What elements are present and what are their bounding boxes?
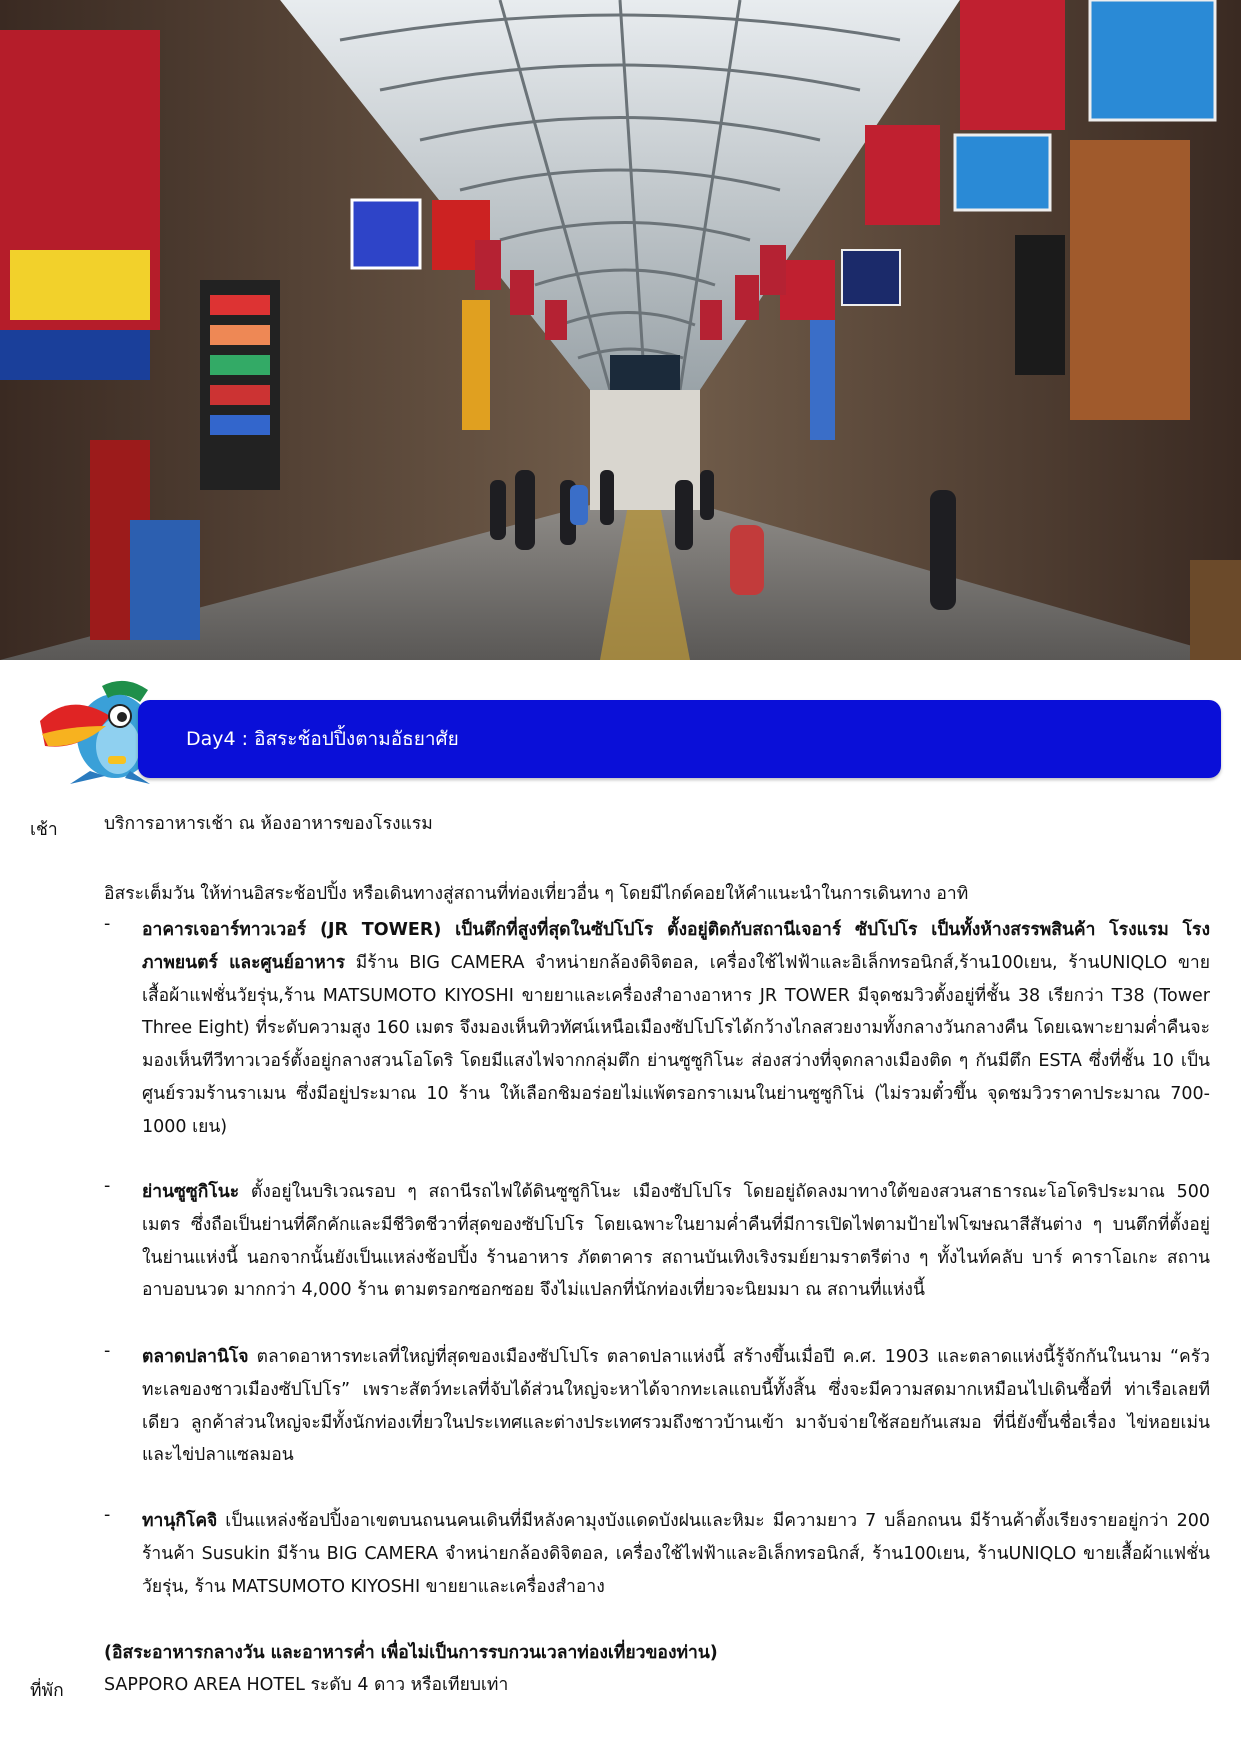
list-item (142, 1341, 1210, 1472)
day-banner (138, 700, 1221, 778)
bullet-dash: - (104, 1341, 111, 1361)
list-item (142, 1505, 1210, 1603)
meals-note: (อิสระอาหารกลางวัน และอาหารค่ำ เพื่อไม่เป็นการรบกวนเวลาท่องเที่ยวของท่าน) (104, 1643, 718, 1663)
list-item-text: มีร้าน BIG CAMERA จำหน่ายกล้องดิจิตอล, เครื่องใช้ไฟฟ้าและอิเล็กทรอนิกส์,ร้าน100เยน, ร้านUNIQLO ขายเสื้อผ้าแฟชั่นวัยรุ่น,ร้าน MATSUMOTO KIYOSHI ขายยาและเครื่องสำอางอาหาร JR TOWER มีจุดชมวิวตั้งอยู่ที่ชั้น 38 เรียกว่า T38 (Tower Three Eight) ที่ระดับความสูง 160 เมตร จึงมองเห็นทิวทัศน์เหนือเมืองซัปโปโรได้กว้างไกลสวยงามทั้งกลางวันกลางคืน โดยเฉพาะยามค่ำคืนจะมองเห็นทีวีทาวเวอร์ตั้งอยู่กลางสวนโอโดริ โดยมีแสงไฟจากกลุ่มตึก ย่านซูซูกิโนะ ส่องสว่างที่จุดกลางเมืองติด ๆ กันมีตึก ESTA ซึ่งที่ชั้น 10 เป็นศูนย์รวมร้านราเมน ซึ่งมีอยู่ประมาณ 10 ร้าน ให้เลือกชิมอร่อยไม่แพ้ตรอกราเมนในย่านซูซูกิโน่ (ไม่รวมตั๋วขึ้น จุดชมวิวราคาประมาณ 700-1000 เยน) (142, 952, 1210, 1137)
list-item-title: ทานุกิโคจิ (142, 1511, 218, 1531)
list-item-text: เป็นแหล่งช้อปปิ้งอาเขตบนถนนคนเดินที่มีหลังคามุงบังแดดบังฝนและหิมะ มีความยาว 7 บล็อกถนน มีร้านค้าตั้งเรียงรายอยู่กว่า 200 ร้านค้า Susukin มีร้าน BIG CAMERA จำหน่ายกล้องดิจิตอล, เครื่องใช้ไฟฟ้าและอิเล็กทรอนิกส์, ร้าน100เยน, ร้านUNIQLO ขายเสื้อผ้าแฟชั่นวัยรุ่น, ร้าน MATSUMOTO KIYOSHI ขายยาและเครื่องสำอาง (142, 1511, 1210, 1597)
hero-photo (0, 0, 1241, 660)
bullet-dash: - (104, 1505, 111, 1525)
bullet-dash: - (104, 1176, 111, 1196)
list-item-title: ย่านซูซูกิโนะ (142, 1182, 240, 1202)
breakfast-label: เช้า (30, 820, 58, 840)
hotel-label: ที่พัก (30, 1681, 64, 1701)
list-item-text: ตั้งอยู่ในบริเวณรอบ ๆ สถานีรถไฟใต้ดินซูซูกิโนะ เมืองซัปโปโร โดยอยู่ถัดลงมาทางใต้ของสวนสาธารณะโอโดริประมาณ 500 เมตร ซึ่งถือเป็นย่านที่คึกคักและมีชีวิตชีวาที่สุดของซัปโปโร โดยเฉพาะในยามค่ำคืนที่มีการเปิดไฟตามป้ายไฟโฆษณาสีสันต่าง ๆ บนตึกที่ตั้งอยู่ในย่านแห่งนี้ นอกจากนั้นยังเป็นแหล่งช้อปปิ้ง ร้านอาหาร ภัตตาคาร สถานบันเทิงเริงรมย์ยามราตรีต่าง ๆ ทั้งไนท์คลับ บาร์ คาราโอเกะ สถานอาบอบนวด มากกว่า 4,000 ร้าน ตามตรอกซอกซอย จึงไม่แปลกที่นักท่องเที่ยวจะนิยมมา ณ สถานที่แห่งนี้ (142, 1182, 1210, 1301)
list-item-title: ตลาดปลานิโจ (142, 1347, 249, 1367)
list-item (142, 914, 1210, 1144)
list-item-text: ตลาดอาหารทะเลที่ใหญ่ที่สุดของเมืองซัปโปโร ตลาดปลาแห่งนี้ สร้างขึ้นเมื่อปี ค.ศ. 1903 และตลาดแห่งนี้รู้จักกันในนาม “ครัวทะเลของชาวเมืองซัปโปโร” เพราะสัตว์ทะเลที่จับได้ส่วนใหญ่จะหาได้จากทะเลแถบนี้ทั้งสิ้น ซึ่งจะมีความสดมากเหมือนไปเดินซื้อที่ ท่าเรือเลยทีเดียว ลูกค้าส่วนใหญ่จะมีทั้งนักท่องเที่ยวในประเทศและต่างประเทศรวมถึงชาวบ้านเข้า มาจับจ่ายใช้สอยกันเสมอ ที่นี่ยังขึ้นชื่อเรื่อง ไข่หอยเม่นและไข่ปลาแซลมอน (142, 1347, 1210, 1466)
hotel-text: SAPPORO AREA HOTEL ระดับ 4 ดาว หรือเทียบเท่า (104, 1675, 509, 1695)
bullet-dash: - (104, 914, 111, 934)
list-item (142, 1176, 1210, 1307)
breakfast-text: บริการอาหารเช้า ณ ห้องอาหารของโรงแรม (104, 814, 433, 834)
list-item-title: อาคารเจอาร์ทาวเวอร์ (JR TOWER) เป็นตึกที่สูงที่สุดในซัปโปโร ตั้งอยู่ติดกับสถานีเจอาร์ ซัปโปโร เป็นทั้งห้างสรรพสินค้า โรงแรม โรงภาพยนตร์ และศูนย์อาหาร (142, 920, 1210, 973)
day-title: Day4 : อิสระช้อปปิ้งตามอัธยาศัย (186, 728, 459, 750)
intro-text: อิสระเต็มวัน ให้ท่านอิสระช้อปปิ้ง หรือเดินทางสู่สถานที่ท่องเที่ยวอื่น ๆ โดยมีไกด์คอยให้คำแนะนำในการเดินทาง อาทิ (104, 884, 969, 904)
arcade-illustration (0, 0, 1241, 660)
